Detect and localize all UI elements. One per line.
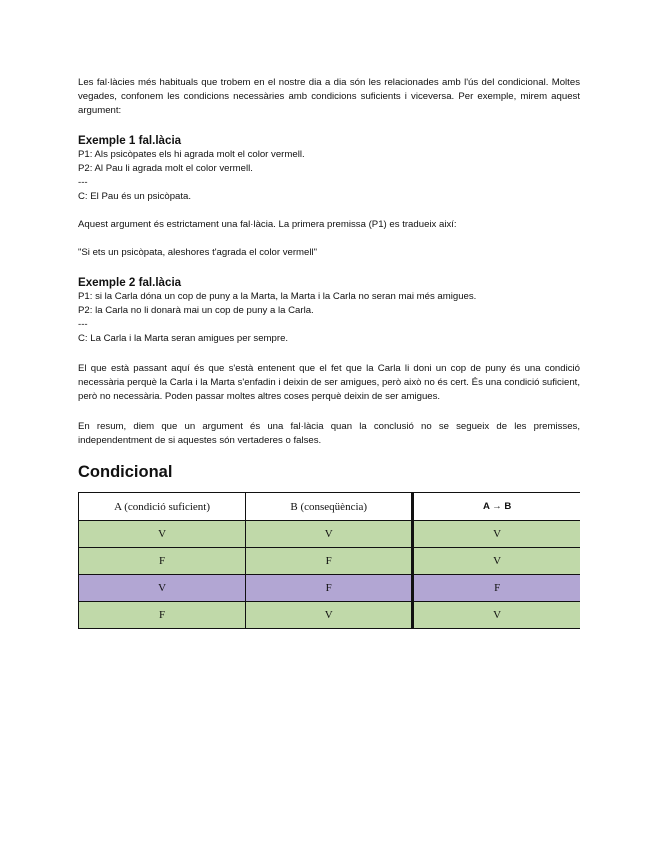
table-header-row xyxy=(79,493,581,521)
example-1-title: Exemple 1 fal.làcia xyxy=(78,134,182,147)
header-b: B (conseqüència) xyxy=(246,493,413,521)
conditional-truth-table xyxy=(78,492,580,629)
document-page xyxy=(78,76,580,629)
example-2-separator: --- xyxy=(78,319,88,330)
explanation-2: El que està passant aquí és que s'està entenent que el fet que la Carla li doni un cop de puny és una condició necessària perquè la Carla i la Marta s'enfadin i deixin de ser amigues, però això no és cert. És una condició suficient, però no necessària. Poden passar moltes altres coses perquè deixin de ser amigues. xyxy=(78,363,580,402)
cell-implication: V xyxy=(413,602,580,629)
cell-b: F xyxy=(246,548,413,575)
cell-implication: F xyxy=(413,575,580,602)
cell-implication: V xyxy=(413,521,580,548)
quote-1: "Si ets un psicòpata, aleshores t'agrada el color vermell" xyxy=(78,247,318,258)
example-2-conclusion: C: La Carla i la Marta seran amigues per sempre. xyxy=(78,333,289,344)
header-implication: A → B xyxy=(413,493,580,521)
table-row xyxy=(79,602,581,629)
example-2-premise-2: P2: la Carla no li donarà mai un cop de puny a la Carla. xyxy=(78,305,314,316)
table-row xyxy=(79,548,581,575)
cell-a: F xyxy=(79,548,246,575)
intro-paragraph: Les fal·làcies més habituals que trobem en el nostre dia a dia són les relacionades amb l'ús del condicional. Moltes vegades, confonem les condicions necessàries amb condicions suficients i viceversa. Per exemple, mirem aquest argument: xyxy=(78,77,580,116)
table-row xyxy=(79,521,581,548)
summary-paragraph: En resum, diem que un argument és una fal·làcia quan la conclusió no se segueix de les premisses, independentment de si aquestes són vertaderes o falses. xyxy=(78,421,580,446)
example-1-premise-2: P2: Al Pau li agrada molt el color vermell. xyxy=(78,163,253,174)
example-2-premise-1: P1: si la Carla dóna un cop de puny a la Marta, la Marta i la Carla no seran mai més amigues. xyxy=(78,291,477,302)
example-2-title: Exemple 2 fal.làcia xyxy=(78,276,182,289)
cell-a: V xyxy=(79,521,246,548)
cell-b: V xyxy=(246,521,413,548)
example-1-separator: --- xyxy=(78,177,88,188)
table-row xyxy=(79,575,581,602)
example-1-conclusion: C: El Pau és un psicòpata. xyxy=(78,191,192,202)
explanation-1: Aquest argument és estrictament una fal·làcia. La primera premissa (P1) es tradueix així: xyxy=(78,219,457,230)
example-1-premise-1: P1: Als psicòpates els hi agrada molt el color vermell. xyxy=(78,149,305,160)
header-a: A (condició suficient) xyxy=(79,493,246,521)
cell-a: F xyxy=(79,602,246,629)
cell-b: F xyxy=(246,575,413,602)
section-title: Condicional xyxy=(78,463,173,481)
cell-b: V xyxy=(246,602,413,629)
cell-a: V xyxy=(79,575,246,602)
cell-implication: V xyxy=(413,548,580,575)
